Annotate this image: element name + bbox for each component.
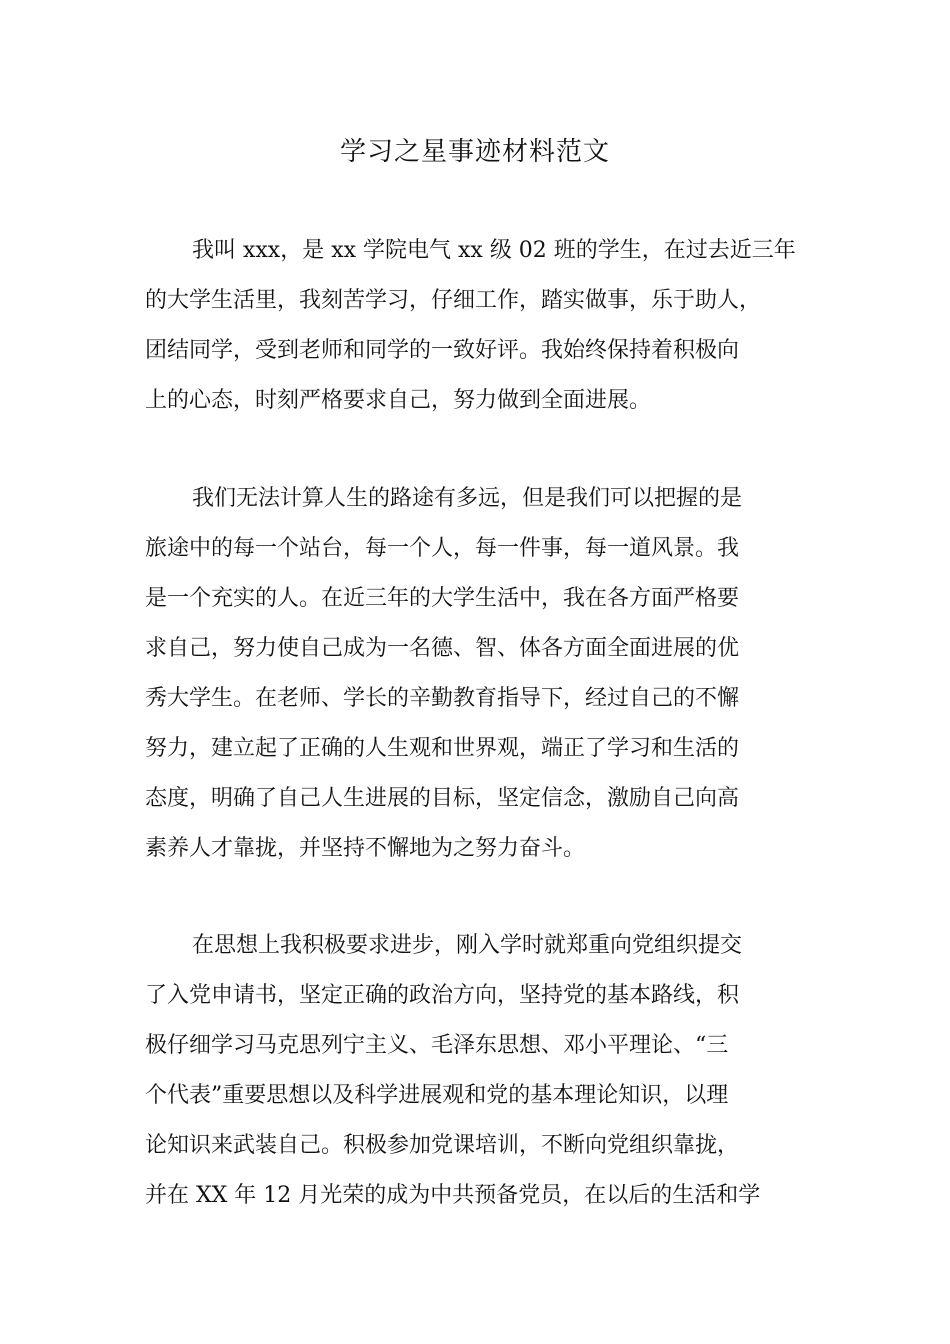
paragraph-line: 是一个充实的人。在近三年的大学生活中，我在各方面严格要: [145, 586, 740, 611]
paragraph-line: 的大学生活里，我刻苦学习，仔细工作，踏实做事，乐于助人，: [145, 288, 762, 313]
paragraph-line: 态度，明确了自己人生进展的目标，坚定信念，激励自己向高: [145, 786, 740, 811]
paragraph-line: 在思想上我积极要求进步，刚入学时就郑重向党组织提交: [192, 933, 743, 958]
document-title: 学习之星事迹材料范文: [339, 137, 610, 167]
paragraph-line: 求自己，努力使自己成为一名德、智、体各方面全面进展的优: [145, 636, 740, 661]
paragraph-line: 极仔细学习马克思列宁主义、毛泽东思想、邓小平理论、“三: [145, 1033, 729, 1058]
paragraph-line: 个代表”重要思想以及科学进展观和党的基本理论知识，以理: [145, 1083, 729, 1108]
paragraph-line: 努力，建立起了正确的人生观和世界观，端正了学习和生活的: [145, 736, 740, 761]
paragraph-line: 上的心态，时刻严格要求自己，努力做到全面进展。: [145, 388, 652, 413]
paragraph-1: [145, 226, 825, 426]
paragraph-line: 我叫 xxx，是 xx 学院电气 xx 级 02 班的学生，在过去近三年: [192, 238, 796, 263]
paragraph-line: 旅途中的每一个站台，每一个人，每一件事，每一道风景。我: [145, 536, 740, 561]
paragraph-line: 论知识来武装自己。积极参加党课培训，不断向党组织靠拢，: [145, 1133, 740, 1158]
paragraph-line: 并在 XX 年 12 月光荣的成为中共预备党员，在以后的生活和学: [145, 1183, 761, 1208]
paragraph-2: [145, 474, 825, 874]
paragraph-3: [145, 921, 825, 1221]
paragraph-line: 了入党申请书，坚定正确的政治方向，坚持党的基本路线，积: [145, 983, 740, 1008]
paragraph-line: 秀大学生。在老师、学长的辛勤教育指导下，经过自己的不懈: [145, 686, 740, 711]
paragraph-line: 团结同学，受到老师和同学的一致好评。我始终保持着积极向: [145, 338, 740, 363]
paragraph-line: 我们无法计算人生的路途有多远，但是我们可以把握的是: [192, 486, 743, 511]
paragraph-line: 素养人才靠拢，并坚持不懈地为之努力奋斗。: [145, 836, 586, 861]
